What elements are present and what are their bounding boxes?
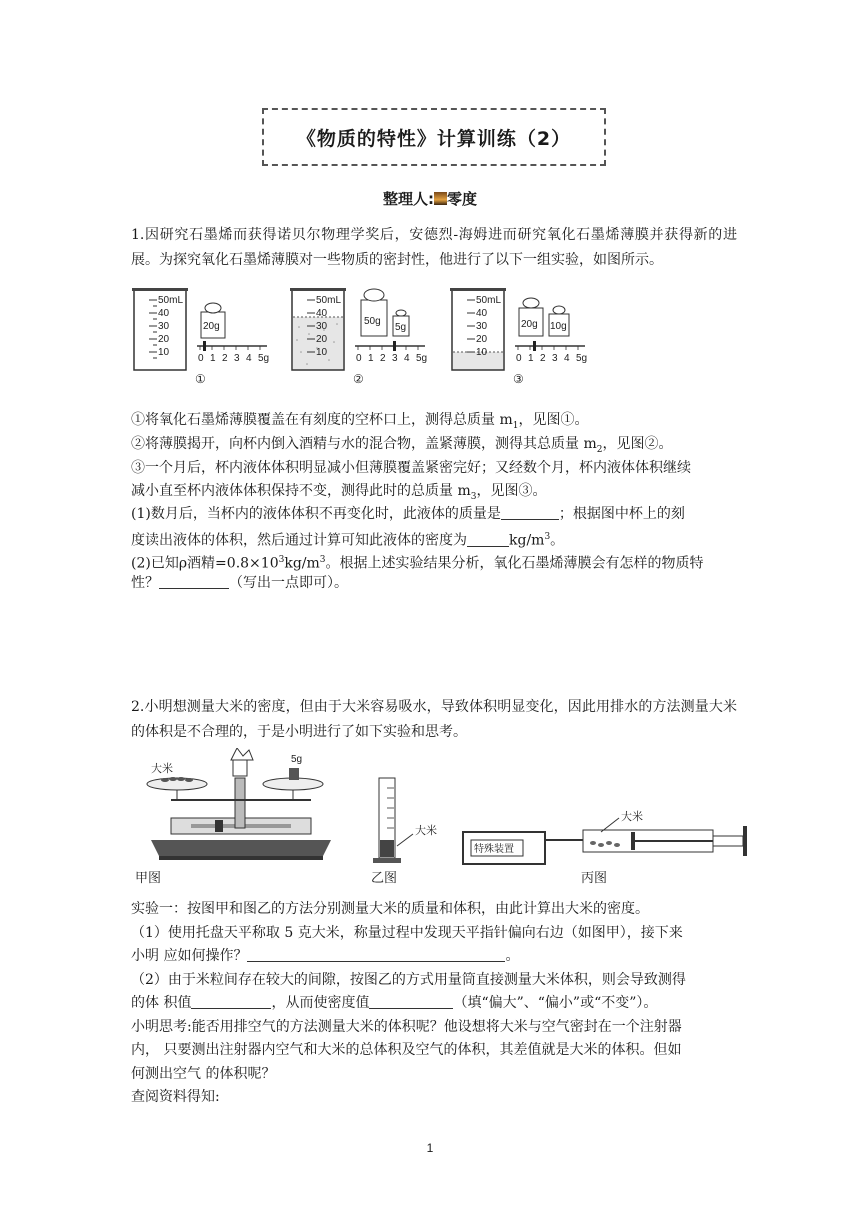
q2-think-line3: 何测出空气 的体积呢？ [131,1066,276,1082]
weight-5g: 5g [395,322,407,333]
weight-20g: 20g [521,319,538,330]
cup-label-30: 30 [316,321,328,332]
q1-step-3-line1: ③一个月后，杯内液体体积明显减小但薄膜覆盖紧密完好；又经数个月，杯内液体体积继续 [131,460,691,476]
scale-5g: 5g [576,353,588,364]
cup-label-40: 40 [476,308,488,319]
page-title: 《物质的特性》计算训练（2） [262,108,606,166]
scale-1: 1 [368,353,374,364]
page-number: 1 [426,1141,434,1155]
caption-jia: 甲图 [135,871,162,886]
cup-label-20: 20 [316,334,328,345]
scale-3: 3 [234,353,240,364]
answer-blank[interactable] [369,994,453,1009]
panel-2 [290,288,427,386]
weight-10g: 10g [550,321,567,332]
answer-blank[interactable] [501,505,559,520]
q1-step-3-line2: 减小直至杯内液体体积保持不变，测得此时的总质量 $m_3$，见图③。 [131,483,547,502]
balance-figure [135,748,331,886]
cup-label-30: 30 [158,321,170,332]
panel-3 [450,288,587,386]
q2-part1-line1: （1）使用托盘天平称取 5 克大米，称量过程中发现天平指针偏向右边（如图甲），接下来 [131,925,683,941]
answer-blank[interactable] [247,947,505,962]
q1-part1-line1: (1)数月后，当杯内的液体体积不再变化时，此液体的质量是 ；根据图中杯上的刻 [131,506,685,522]
weight-50g: 50g [364,316,381,327]
cup-label-20: 20 [476,334,488,345]
panel-label-2: ② [353,372,364,386]
organizer-line [0,188,860,209]
panel-1 [132,288,269,386]
answer-blank[interactable] [159,574,229,589]
cup-label-10: 10 [476,347,488,358]
q1-part2-line2: 性？ （写出一点即可）。 [131,575,348,591]
device-label: 特殊装置 [474,844,514,855]
cup-label-40: 40 [158,308,170,319]
cup-label-20: 20 [158,334,170,345]
cup-label-50: 50mL [476,295,502,306]
cup-label-40: 40 [316,308,328,319]
sunset-icon [434,192,447,205]
panel-label-1: ① [195,372,206,386]
scale-1: 1 [210,353,216,364]
scale-4: 4 [246,353,252,364]
scale-2: 2 [380,353,386,364]
rice-label: 大米 [415,825,437,837]
panel-label-3: ③ [513,372,524,386]
weight-5g-label: 5g [291,754,303,765]
cup-label-10: 10 [158,347,170,358]
scale-1: 1 [528,353,534,364]
q1-step-2: ②将薄膜揭开，向杯内倒入酒精与水的混合物，盖紧薄膜，测得其总质量 $m_2$，见图②。 [131,436,673,455]
caption-yi: 乙图 [371,871,398,886]
weight-20g: 20g [203,321,220,332]
scale-4: 4 [404,353,410,364]
scale-0: 0 [356,353,362,364]
cup-label-50: 50mL [158,295,184,306]
rice-label: 大米 [621,811,643,823]
syringe-figure [463,809,747,886]
scale-5g: 5g [416,353,428,364]
answer-blank[interactable] [467,532,509,547]
scale-5g: 5g [258,353,270,364]
q2-part2-line1: （2）由于米粒间存在较大的间隙，按图乙的方式用量筒直接测量大米体积，则会导致测得 [131,972,686,988]
scale-0: 0 [198,353,204,364]
q1-figure [131,282,591,390]
cup-label-30: 30 [476,321,488,332]
scale-2: 2 [540,353,546,364]
q2-experiment-1: 实验一：按图甲和图乙的方法分别测量大米的质量和体积，由此计算出大米的密度。 [131,901,649,917]
q2-figure [131,748,771,890]
scale-2: 2 [222,353,228,364]
scale-4: 4 [564,353,570,364]
cup-label-50: 50mL [316,295,342,306]
q2-think-line2: 内， 只要测出注射器内空气和大米的总体积及空气的体积，其差值就是大米的体积。但如 [131,1042,682,1058]
cup-label-10: 10 [316,347,328,358]
q2-intro: 2.小明想测量大米的密度，但由于大米容易吸水，导致体积明显变化，因此用排水的方法测量大米 的体积是不合理的，于是小明进行了如下实验和思考。 [131,699,737,740]
cylinder-figure [371,778,437,886]
scale-0: 0 [516,353,522,364]
q1-intro: 1.因研究石墨烯而获得诺贝尔物理学奖后，安德烈-海姆进而研究氧化石墨烯薄膜并获得新的进展。为探究氧化石墨烯薄膜对一些物质的密封性，他进行了以下一组实验，如图所示。 [131,227,737,268]
answer-blank[interactable] [191,994,271,1009]
scale-3: 3 [552,353,558,364]
organizer-name: 零度 [446,190,477,208]
rice-label: 大米 [151,763,173,775]
scale-3: 3 [392,353,398,364]
q2-part1-line2: 小明 应如何操作？ 。 [131,948,520,964]
q2-reference: 查阅资料得知: [131,1089,220,1105]
q1-step-1: ①将氧化石墨烯薄膜覆盖在有刻度的空杯口上，测得总质量 $m_1$，见图①。 [131,412,589,431]
q1-part1-line2: 度读出液体的体积，然后通过计算可知此液体的密度为 $kg/m^3$。 [131,532,565,549]
organizer-label: 整理人: [382,190,434,208]
caption-bing: 丙图 [581,871,608,886]
q2-part2-line2: 的体 积值 ，从而使密度值 （填“偏大”、“偏小”或“不变”）。 [131,995,658,1011]
q1-part2-line1: (2)已知ρ酒精$=0.8\times 10^3kg/m^3$。根据上述实验结果分析，氧化石墨烯薄膜会有怎样的物质特 [131,555,704,572]
q2-think-line1: 小明思考:能否用排空气的方法测量大米的体积呢？他设想将大米与空气密封在一个注射器 [131,1019,682,1035]
